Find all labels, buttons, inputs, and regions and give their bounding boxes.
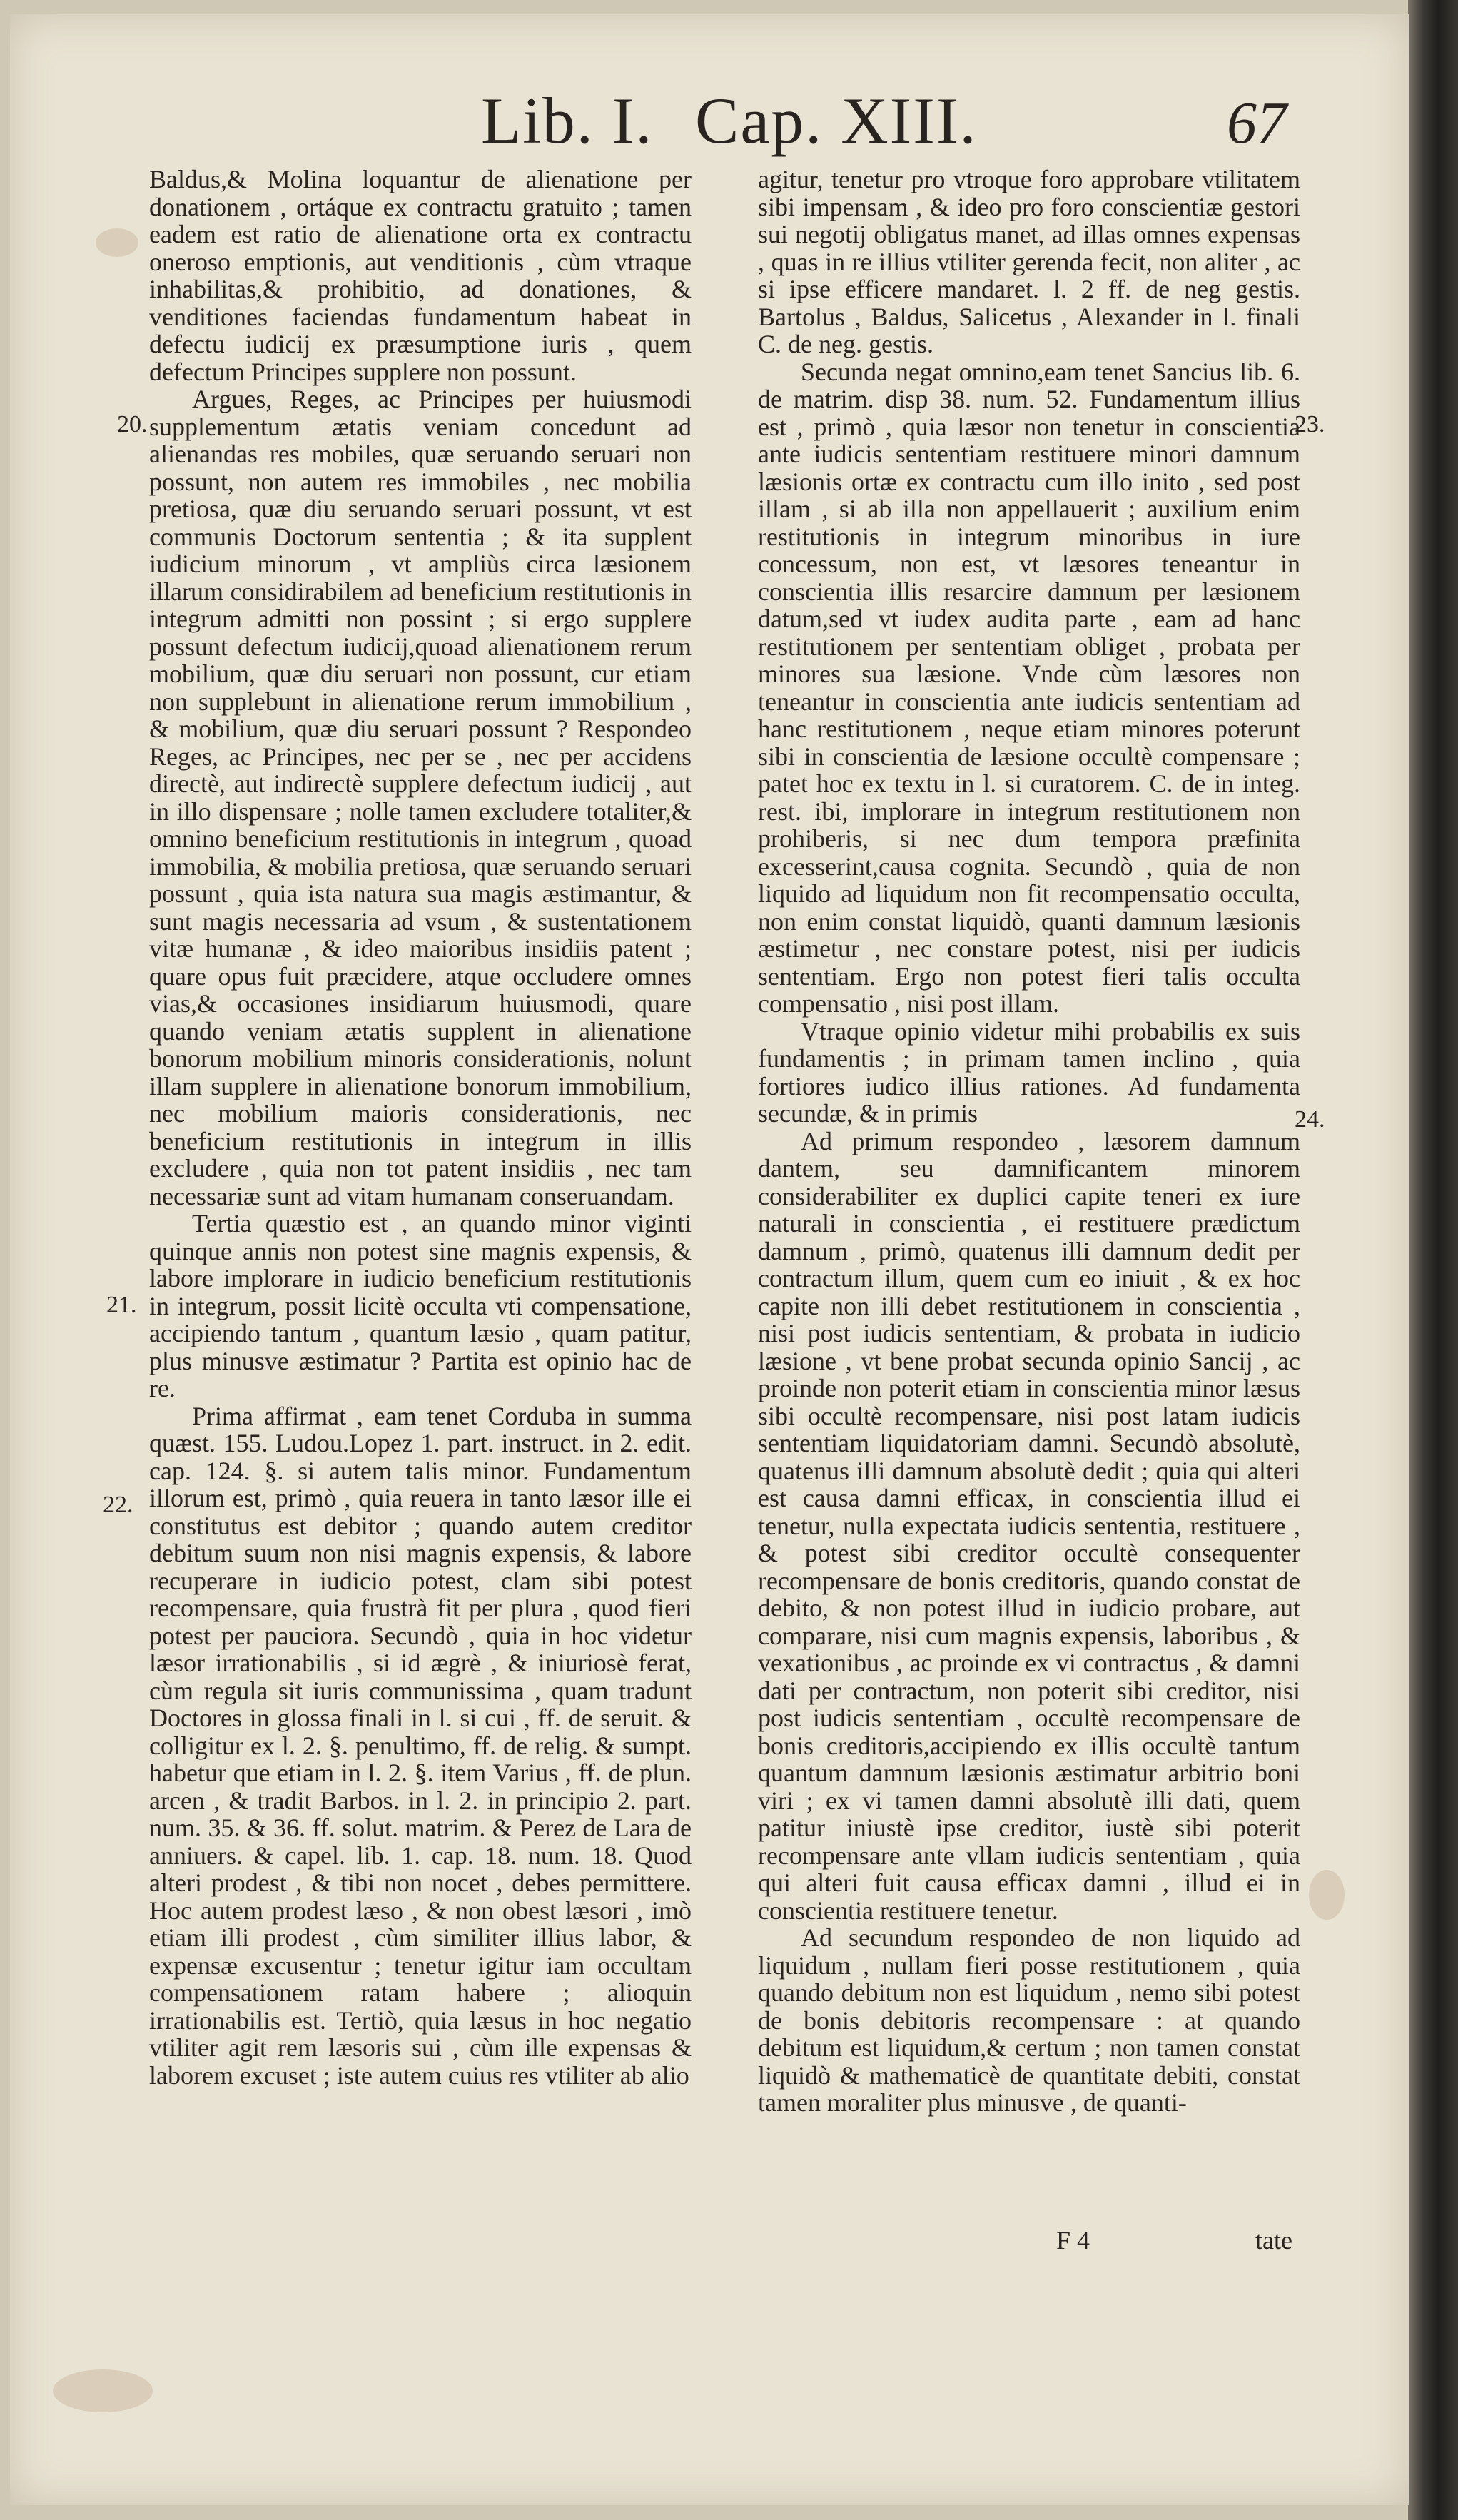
right-paragraph: Secunda negat omnino,eam tenet Sancius lib. 6. de matrim. disp 38. num. 52. Fundamentum illius est , primò , quia læsor non tenetur in conscientia ante iudicis sententiam restituere minori damnum læsionis ortæ ex contractu cum illo inito , sed post illam , si ab illa non appellauerit ; auxilium enim restitutionis in integrum minoribus in iure concessum, non est, vt læsores teneantur in conscientia illis resarcire damnum per læsionem datum,sed vt iudex audita parte , eam ad hanc restitutionem per sententiam obliget , probata per minores sua læsione. Vnde cùm læsores non teneantur in conscientia ante iudicis sententiam ad hanc restitutionem , neque etiam minores poterunt sibi in conscientia de læsione occultè compensare ; patet hoc ex textu in l. si curatorem. C. de in integ. rest. ibi, implorare in integrum restitutionem non prohiberis, si nec dum tempora præfinita excesserint,causa cognita. Secundò , quia de non liquido ad liquidum non fit recompensatio occulta, non enim constat liquidò, quanti damnum læsionis æstimetur , nec constare potest, nisi per iudicis sententiam. Ergo non potest fieri talis occulta compensatio , nisi post illam. [758, 357, 1300, 1018]
margin-number-20: 20. [117, 411, 148, 437]
margin-number-22: 22. [103, 1492, 133, 1518]
left-paragraph: Argues, Reges, ac Principes per huiusmodi supplementum ætatis veniam concedunt ad alienandas res mobiles, quæ seruando seruari non possunt, non autem res immobiles , nec mobilia pretiosa, quæ diu seruando seruari possunt, vt est communis Doctorum sententia ; & ita supplent iudicium minorum , vt ampliùs circa læsionem illarum considirabilem ad beneficium restitutionis in integrum admitti non possint ; si ergo supplere possunt defectum iudicij,quoad alienationem rerum mobilium, quæ diu seruari non possunt, cur etiam non supplebunt in alienatione rerum immobilium , & mobilium, quæ diu seruari possunt ? Respondeo Reges, ac Principes, nec per se , nec per accidens directè, aut indirectè supplere defectum iudicij , aut in illo dispensare ; nolle tamen excludere totaliter,& omnino beneficium restitutionis in integrum , quoad immobilia, & mobilia pretiosa, quæ seruando seruari possunt , quia ista natura sua magis æstimantur, & sunt magis necessaria ad vsum , & sustentationem vitæ humanæ , & ideo maioribus insidiis patent ; quare opus fuit præcidere, atque occludere omnes vias,& occasiones insidiarum huiusmodi, quare quando veniam ætatis supplent in alienatione bonorum mobilium minoris considerationis, nolunt illam supplere in alienatione bonorum immobilium, nec mobilium maioris considerationis, nec beneficium restitutionis in integrum in illis excludere , quia non tot patent insidiis , nec tam necessariæ sunt ad vitam humanam conseruandam. [149, 385, 692, 1210]
margin-number-23: 23. [1295, 411, 1325, 437]
margin-number-21: 21. [106, 1292, 137, 1318]
signature-mark: F 4 [1056, 2226, 1090, 2255]
margin-number-24: 24. [1295, 1106, 1325, 1133]
book-number: Lib. I. [481, 84, 654, 157]
right-paragraph: Ad primum respondeo , læsorem damnum dantem, seu damnificantem minorem considerabiliter ex duplici capite teneri ex iure naturali in conscientia , ei restituere prædictum damnum , primò, quatenus illi damnum dedit per contractum illum, quem cum eo iniuit , & ex hoc capite non illi debet restitutionem in conscientia , nisi post iudicis sententiam, & probata in iudicio læsione , vt bene probat secunda opinio Sancij , ac proinde non poterit etiam in conscientia minor læsus sibi occultè recompensare, nisi post latam iudicis sententiam liquidatoriam damni. Secundò absolutè, quatenus illi damnum absolutè dedit ; quia qui alteri est causa damni efficax, in conscientia illud ei tenetur, nulla expectata iudicis sententia, restituere , & potest sibi creditor occultè consequenter recompensare de bonis creditoris, quando constat de debito, & non potest illud in iudicio probare, aut comparare, nisi cum magnis expensis, laboribus , & vexationibus , ac proinde ex vi contractus , & damni dati per contractum, non poterit sibi creditor, nisi post iudicis sententiam , occultè recompensare de bonis creditoris,accipiendo ex illis occultè tantum quantum damnum læsionis æstimatur arbitrio boni viri ; ex vi tamen damni absolutè illi dati, quem patitur iniustè ipse creditor, iustè sibi poterit recompensare ante vllam iudicis sententiam , quia qui alteri fuit causa efficax damni , illud ei in conscientia restituere tenetur. [758, 1126, 1300, 1925]
left-column [149, 166, 692, 2089]
right-paragraph: Vtraque opinio videtur mihi probabilis ex suis fundamentis ; in primam tamen inclino , quia fortiores iudico illius rationes. Ad fundamenta secundæ, & in primis [758, 1016, 1300, 1128]
right-paragraph: Ad secundum respondeo de non liquido ad liquidum , nullam fieri posse restitutionem , quia quando debitum non est liquidum , nemo sibi potest de bonis debitoris recompensare : at quando debitum est liquidum,& certum ; non tamen constat liquidò & mathematicè de quantitate debiti, constat tamen moraliter plus minusve , de quanti- [758, 1923, 1300, 2117]
catchword: tate [1255, 2226, 1292, 2255]
left-paragraph: Baldus,& Molina loquantur de alienatione per donationem , ortáque ex contractu gratuito ; tamen eadem est ratio de alienatione orta ex contractu oneroso emptionis, aut venditionis , cùm vtraque inhabilitas,& prohibitio, ad donationes, & venditiones faciendas fundamentum habeat in defectu iudicij ex præsumptione iuris , quem defectum Principes supplere non possunt. [149, 165, 692, 386]
running-head [481, 83, 1287, 168]
right-column [758, 166, 1300, 2117]
right-paragraph: agitur, tenetur pro vtroque foro approbare vtilitatem sibi impensam , & ideo pro foro conscientiæ gestori sui negotij obligatus manet, ad illas omnes expensas , quas in re illius vtiliter gerenda fecit, non aliter , ac si ipse efficere mandaret. l. 2 ff. de neg gestis. Bartolus , Baldus, Salicetus , Alexander in l. finali C. de neg. gestis. [758, 165, 1300, 358]
left-paragraph: Prima affirmat , eam tenet Corduba in summa quæst. 155. Ludou.Lopez 1. part. instruct. in 2. edit. cap. 124. §. si autem talis minor. Fundamentum illorum est, primò , quia reuera in tanto læsor ille ei constitutus est debitor ; quando autem creditor debitum suum non nisi magnis expensis, & labore recuperare in iudicio potest, clam sibi potest recompensare, quia frustrà fit per plura , quod fieri potest per pauciora. Secundò , quia in hoc videtur læsor irrationabilis , si id ægrè , & iniuriosè ferat, cùm regula sit iuris communissima , quam tradunt Doctores in glossa finali in l. si cui , ff. de seruit. & colligitur ex l. 2. §. penultimo, ff. de relig. & sumpt. habetur que etiam in l. 2. §. item Varius , ff. de plun. arcen , & tradit Barbos. in l. 2. in principio 2. part. num. 35. & 36. ff. solut. matrim. & Perez de Lara de anniuers. & capel. lib. 1. cap. 18. num. 18. Quod alteri prodest , & tibi non nocet , debes permittere. Hoc autem prodest læso , & non obest læsori , imò etiam illi prodest , cùm similiter illius labor, & expensæ excusentur ; tenetur igitur iam occultam compensationem ratam habere ; alioquin irrationabilis est. Tertiò, quia læsus in hoc negatio vtiliter agit rem læsoris sui , cùm ille expensas & laborem excuset ; iste autem cuius res vtiliter ab alio [149, 1401, 692, 2090]
book-binding-edge [1408, 0, 1458, 2520]
left-paragraph: Tertia quæstio est , an quando minor viginti quinque annis non potest sine magnis expensis, & labore implorare in iudicio beneficium restitutionis in integrum, possit licitè occulta vti compensatione, accipiendo tantum , quantum læsio , quam patitur, plus minusve æstimatur ? Partita est opinio hac de re. [149, 1209, 692, 1402]
chapter-number: Cap. XIII. [695, 84, 978, 157]
book-page [10, 14, 1409, 2505]
page-number: 67 [1227, 90, 1287, 156]
